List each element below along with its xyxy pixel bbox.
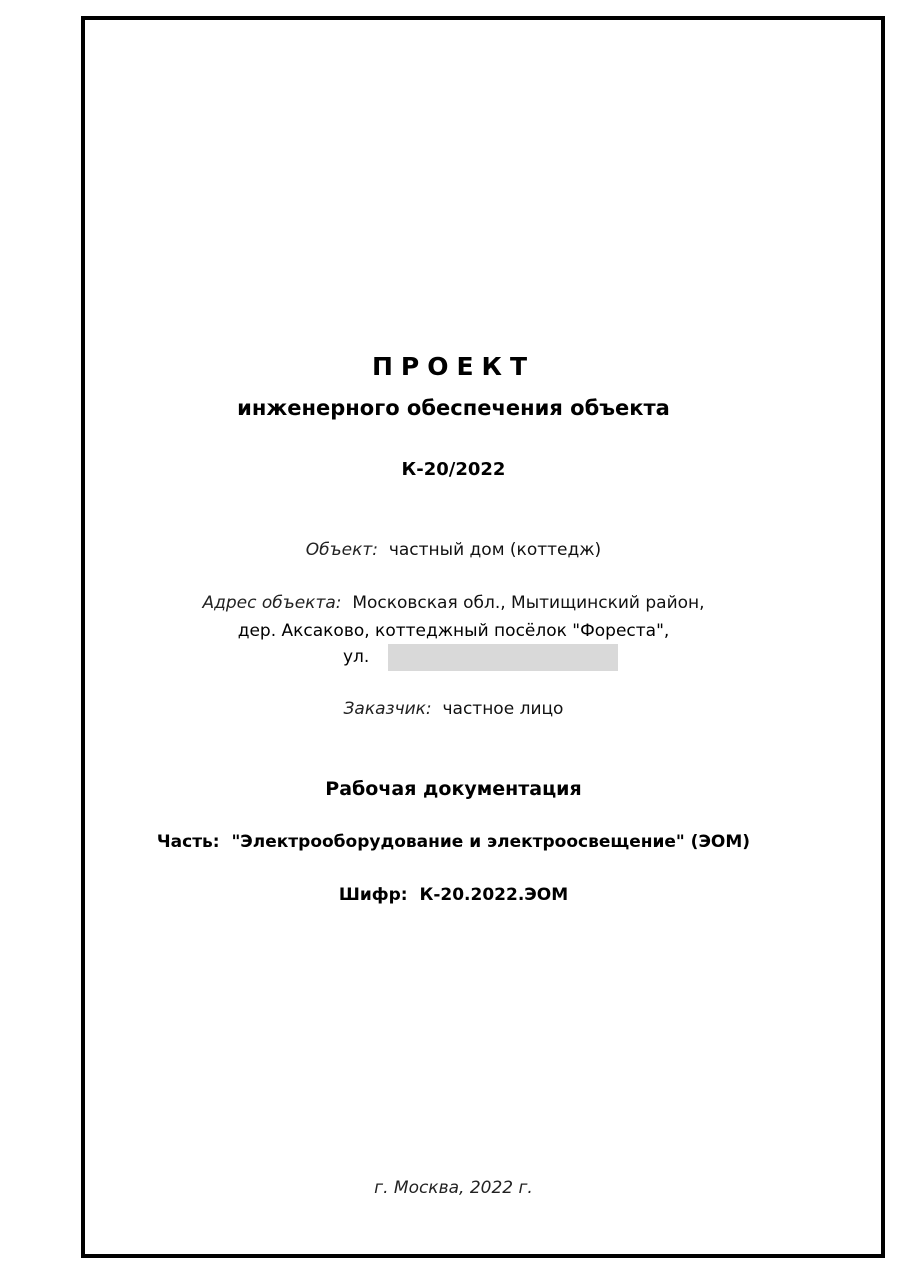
address-line2: дер. Аксаково, коттеджный посёлок "Фореста", xyxy=(237,621,670,641)
address-field xyxy=(0,593,907,613)
part-label: Часть: xyxy=(156,832,220,852)
customer-field xyxy=(0,699,907,719)
object-label: Объект: xyxy=(305,540,379,560)
footer-city-year: г. Москва, 2022 г. xyxy=(374,1178,533,1198)
document-subtitle: инженерного обеспечения объекта xyxy=(237,396,670,420)
customer-value: частное лицо xyxy=(442,699,564,719)
part-field xyxy=(0,832,907,852)
object-value: частный дом (коттедж) xyxy=(388,540,602,560)
address-label: Адрес объекта: xyxy=(202,593,342,613)
address-line1: Московская обл., Мытищинский район, xyxy=(352,593,705,613)
cipher-value: К-20.2022.ЭОМ xyxy=(419,885,569,905)
cipher-label: Шифр: xyxy=(338,885,408,905)
project-code: К-20/2022 xyxy=(401,459,506,480)
document-title: ПРОЕКТ xyxy=(371,352,536,381)
customer-label: Заказчик: xyxy=(343,699,432,719)
address-street-prefix: ул. xyxy=(343,647,370,667)
doc-type: Рабочая документация xyxy=(325,778,582,800)
object-field xyxy=(0,540,907,560)
part-value: "Электрооборудование и электроосвещение" (ЭОМ) xyxy=(231,832,751,852)
cipher-field xyxy=(0,885,907,905)
redacted-street-block xyxy=(388,644,618,671)
